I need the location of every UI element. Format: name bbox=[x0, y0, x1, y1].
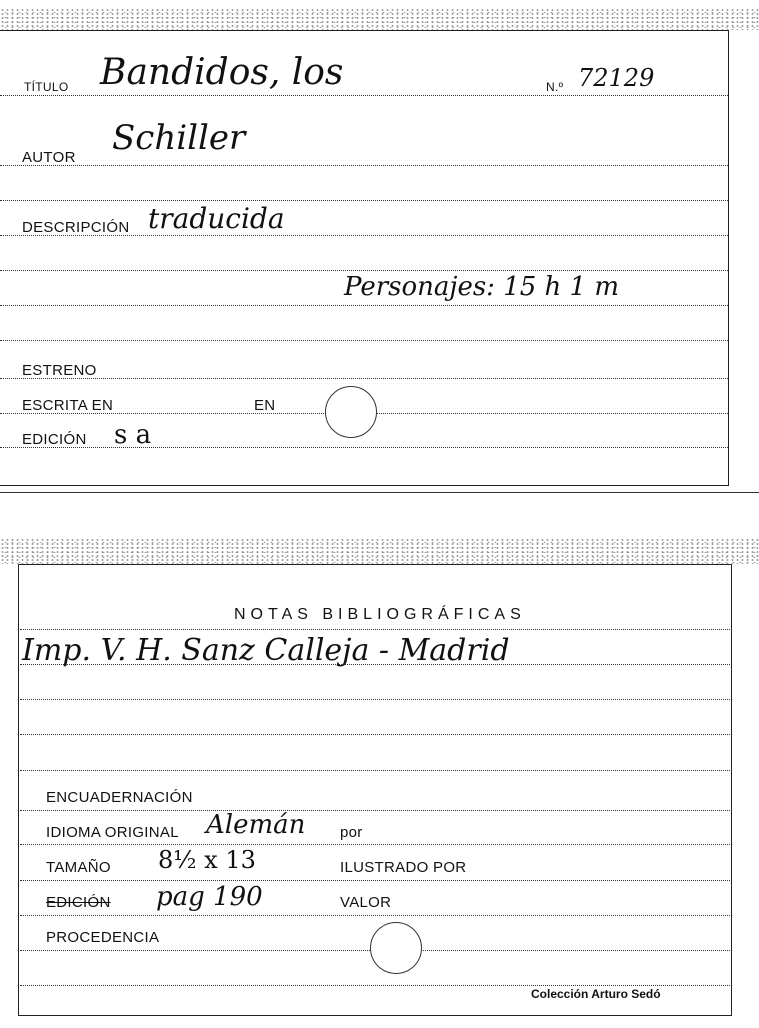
idioma-value: Alemán bbox=[206, 810, 306, 840]
estreno-label: ESTRENO bbox=[22, 362, 97, 379]
catalog-card-front bbox=[0, 0, 759, 492]
titulo-value: Bandidos, los bbox=[100, 52, 344, 93]
dotted-rule bbox=[20, 770, 730, 771]
scan-noise-top bbox=[0, 8, 759, 30]
personajes-note: Personajes: 15 h 1 m bbox=[344, 272, 620, 302]
dotted-rule bbox=[20, 844, 730, 845]
numero-label: N.º bbox=[546, 80, 564, 94]
dotted-rule bbox=[0, 340, 728, 341]
collection-credit: Colección Arturo Sedó bbox=[531, 987, 661, 1001]
ilustrado-label: ILUSTRADO POR bbox=[340, 859, 467, 876]
dotted-rule bbox=[20, 629, 730, 630]
autor-label: AUTOR bbox=[22, 149, 76, 166]
titulo-label: TÍTULO bbox=[24, 80, 69, 94]
catalog-card-back bbox=[0, 538, 759, 1028]
dotted-rule bbox=[20, 985, 730, 986]
idioma-label: IDIOMA ORIGINAL bbox=[46, 824, 179, 841]
procedencia-label: PROCEDENCIA bbox=[46, 929, 160, 946]
encuadernacion-label: ENCUADERNACIÓN bbox=[46, 789, 193, 806]
notas-heading: NOTAS BIBLIOGRÁFICAS bbox=[234, 606, 526, 623]
tamano-label: TAMAÑO bbox=[46, 859, 111, 876]
en-label: EN bbox=[254, 397, 276, 414]
dotted-rule bbox=[20, 699, 730, 700]
edicion-label: EDICIÓN bbox=[22, 431, 87, 448]
dotted-rule bbox=[0, 305, 728, 306]
punch-hole bbox=[370, 922, 422, 974]
dotted-rule bbox=[0, 378, 728, 379]
dotted-rule bbox=[20, 880, 730, 881]
dotted-rule bbox=[0, 270, 728, 271]
tamano-value: 8½ x 13 bbox=[158, 846, 256, 874]
por-label: por bbox=[340, 824, 363, 841]
dotted-rule bbox=[20, 810, 730, 811]
edicion-label: EDICIÓN bbox=[46, 894, 111, 911]
notas-value: Imp. V. H. Sanz Calleja - Madrid bbox=[22, 633, 510, 668]
numero-value: 72129 bbox=[578, 64, 655, 92]
escrita-en-label: ESCRITA EN bbox=[22, 397, 114, 414]
dotted-rule bbox=[0, 165, 728, 166]
dotted-rule bbox=[20, 734, 730, 735]
dotted-rule bbox=[0, 95, 728, 96]
punch-hole bbox=[325, 386, 377, 438]
valor-label: VALOR bbox=[340, 894, 392, 911]
dotted-rule bbox=[0, 200, 728, 201]
dotted-rule bbox=[0, 447, 728, 448]
scan-noise-top bbox=[0, 538, 759, 564]
dotted-rule bbox=[20, 915, 730, 916]
descripcion-label: DESCRIPCIÓN bbox=[22, 219, 130, 236]
autor-value: Schiller bbox=[112, 118, 246, 158]
descripcion-value: traducida bbox=[148, 202, 285, 235]
card-divider bbox=[0, 492, 759, 493]
edicion-value: s a bbox=[114, 420, 152, 450]
edicion-value: pag 190 bbox=[156, 882, 263, 912]
